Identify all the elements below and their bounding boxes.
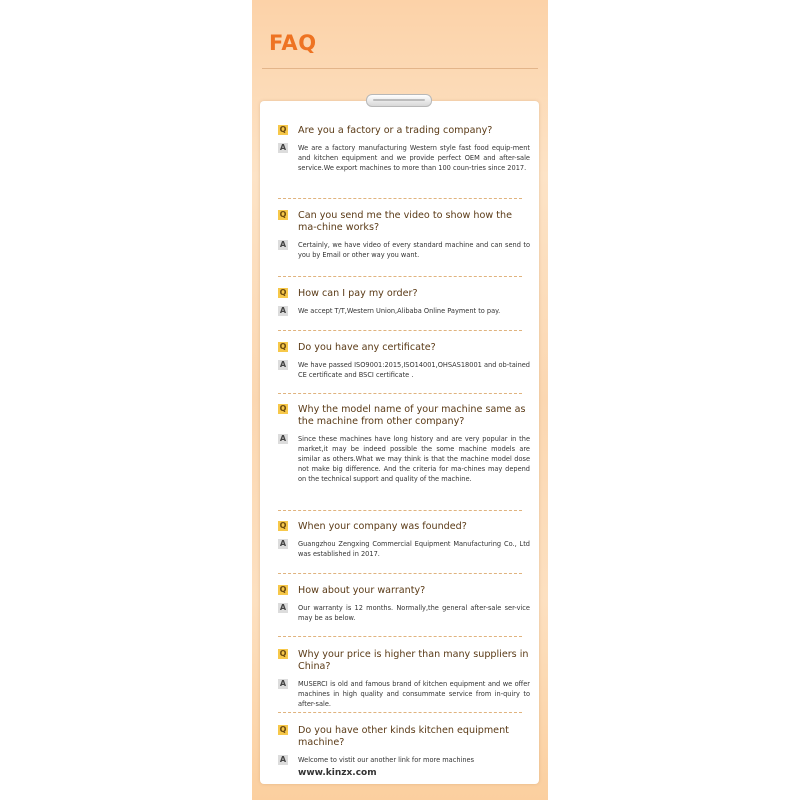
question-badge: Q <box>279 585 287 594</box>
faq-answer: Our warranty is 12 months. Normally,the general after-sale ser-vice may be as below. <box>298 604 530 622</box>
faq-answer: Welcome to vistit our another link for more machines <box>298 756 475 764</box>
faq-item <box>278 342 530 380</box>
faq-question: Why the model name of your machine same as the machine from other company? <box>298 404 526 427</box>
question-badge: Q <box>279 404 287 413</box>
faq-question: When your company was founded? <box>298 521 467 532</box>
faq-question: Do you have any certificate? <box>298 342 436 353</box>
question-badge: Q <box>279 521 287 530</box>
title-divider <box>262 68 538 69</box>
faq-question: How can I pay my order? <box>298 288 418 299</box>
faq-item <box>278 585 530 623</box>
answer-badge: A <box>279 679 287 688</box>
page-title: FAQ <box>269 31 317 55</box>
faq-answer: We have passed ISO9001:2015,ISO14001,OHSAS18001 and ob-tained CE certificate and BSCI certificate . <box>298 361 530 379</box>
question-badge: Q <box>279 342 287 351</box>
faq-item <box>278 649 530 709</box>
paper-clip-icon <box>366 94 432 107</box>
faq-question: Do you have other kinds kitchen equipment machine? <box>298 725 509 748</box>
faq-separator <box>278 330 522 331</box>
question-badge: Q <box>279 649 287 658</box>
faq-separator <box>278 712 522 713</box>
faq-separator <box>278 198 522 199</box>
question-badge: Q <box>279 725 287 734</box>
faq-item <box>278 725 530 778</box>
answer-badge: A <box>279 143 287 152</box>
question-badge: Q <box>279 288 287 297</box>
faq-answer: MUSERCI is old and famous brand of kitchen equipment and we offer machines in high quality and consummate service from in-quiry to after-sale. <box>298 680 530 708</box>
answer-badge: A <box>279 539 287 548</box>
faq-answer: We accept T/T,Western Union,Alibaba Online Payment to pay. <box>298 307 501 315</box>
faq-answer: Guangzhou Zengxing Commercial Equipment Manufacturing Co., Ltd was established in 2017. <box>298 540 530 558</box>
faq-separator <box>278 276 522 277</box>
faq-item <box>278 404 530 484</box>
question-badge: Q <box>279 125 287 134</box>
faq-item <box>278 125 530 173</box>
faq-question: Can you send me the video to show how the ma-chine works? <box>298 210 512 233</box>
faq-question: How about your warranty? <box>298 585 426 596</box>
answer-badge: A <box>279 360 287 369</box>
faq-separator <box>278 636 522 637</box>
faq-separator <box>278 510 522 511</box>
answer-badge: A <box>279 434 287 443</box>
faq-question: Are you a factory or a trading company? <box>298 125 493 136</box>
faq-question: Why your price is higher than many suppliers in China? <box>298 649 529 672</box>
website-link[interactable]: www.kinzx.com <box>298 768 377 778</box>
answer-badge: A <box>279 755 287 764</box>
faq-item <box>278 521 530 559</box>
faq-item <box>278 288 530 316</box>
faq-answer: We are a factory manufacturing Western style fast food equip-ment and kitchen equipment and we provide perfect OEM and after-sale service.We export machines to more than 100 coun-tries since 2017. <box>298 144 530 172</box>
faq-answer: Since these machines have long history and are very popular in the market,it may be indeed possible the some machine models are similar as others.What we may think is that the machine model dose not make big difference. And the criteria for ma-chines may depend on the technical support and quality of the machine. <box>298 435 530 483</box>
faq-separator <box>278 393 522 394</box>
answer-badge: A <box>279 603 287 612</box>
faq-panel <box>252 0 548 800</box>
answer-badge: A <box>279 240 287 249</box>
faq-card <box>260 101 539 784</box>
faq-answer: Certainly, we have video of every standard machine and can send to you by Email or other way you want. <box>298 241 530 259</box>
question-badge: Q <box>279 210 287 219</box>
faq-separator <box>278 573 522 574</box>
answer-badge: A <box>279 306 287 315</box>
faq-item <box>278 210 530 260</box>
